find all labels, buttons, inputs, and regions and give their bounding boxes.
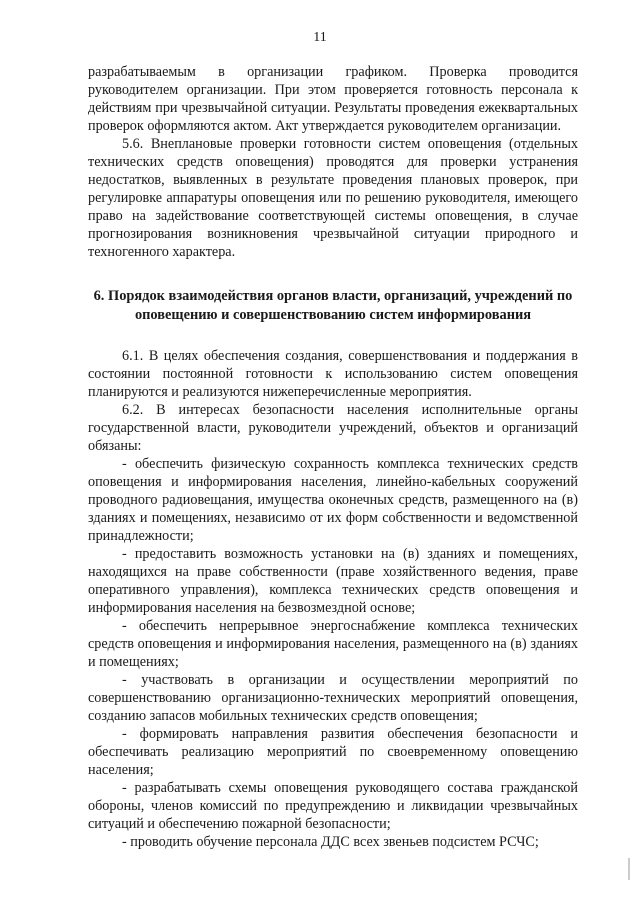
list-item: - участвовать в организации и осуществлении мероприятий по совершенствованию организационно-технических мероприятий оповещения, созданию запасов мобильных технических средств оповещения; <box>88 672 578 724</box>
paragraph-6-2: 6.2. В интересах безопасности населения исполнительные органы государственной власти, руководители учреждений, объектов и организаций обязаны: <box>88 402 578 454</box>
paragraph-5-6: 5.6. Внеплановые проверки готовности систем оповещения (отдельных технических средств оповещения) проводятся для проверки устранения недостатков, выявленных в результате проведения плановых проверок, при регулировке аппаратуры оповещения или по решению руководителя, имеющего право на задействование соответствующей системы оповещения, в случае прогнозирования возникновения чрезвычайной ситуации природного и техногенного характера. <box>88 136 578 260</box>
page-number: 11 <box>313 30 327 45</box>
heading-spacer <box>88 325 578 347</box>
paragraph-continuation: разрабатываемым в организации графиком. Проверка проводится руководителем организации. При этом проверяется готовность персонала к действиям при чрезвычайной ситуации. Результаты проведения ежеквартальных проверок оформляются актом. Акт утверждается руководителем организации. <box>88 64 578 134</box>
list-item: - проводить обучение персонала ДДС всех звеньев подсистем РСЧС; <box>122 834 539 850</box>
page-content <box>88 63 578 851</box>
list-item: - обеспечить непрерывное энергоснабжение комплекса технических средств оповещения и информирования населения, размещенного на (в) зданиях и помещениях; <box>88 618 578 670</box>
list-item: - разрабатывать схемы оповещения руководящего состава гражданской обороны, членов комиссий по предупреждению и ликвидации чрезвычайных ситуаций и обеспечению пожарной безопасности; <box>88 780 578 832</box>
section-6-heading: 6. Порядок взаимодействия органов власти, организаций, учреждений по оповещению и совершенствованию систем информирования <box>93 288 573 323</box>
paragraph-6-1: 6.1. В целях обеспечения создания, совершенствования и поддержания в состоянии постоянной готовности к использованию систем оповещения планируются и реализуются нижеперечисленные мероприятия. <box>88 348 578 400</box>
list-item: - обеспечить физическую сохранность комплекса технических средств оповещения и информирования населения, линейно-кабельных сооружений проводного радиовещания, имущества оконечных средств, размещенного на (в) зданиях и помещениях, независимо от их форм собственности и ведомственной принадлежности; <box>88 456 578 544</box>
section-spacer <box>88 261 578 287</box>
list-item: - формировать направления развития обеспечения безопасности и обеспечивать реализацию мероприятий по своевременному оповещению населения; <box>88 726 578 778</box>
list-item: - предоставить возможность установки на (в) зданиях и помещениях, находящихся на праве собственности (праве хозяйственного ведения, праве оперативного управления), комплекса технических средств оповещения и информирования населения на безвозмездной основе; <box>88 546 578 616</box>
scan-edge-mark <box>628 858 630 880</box>
